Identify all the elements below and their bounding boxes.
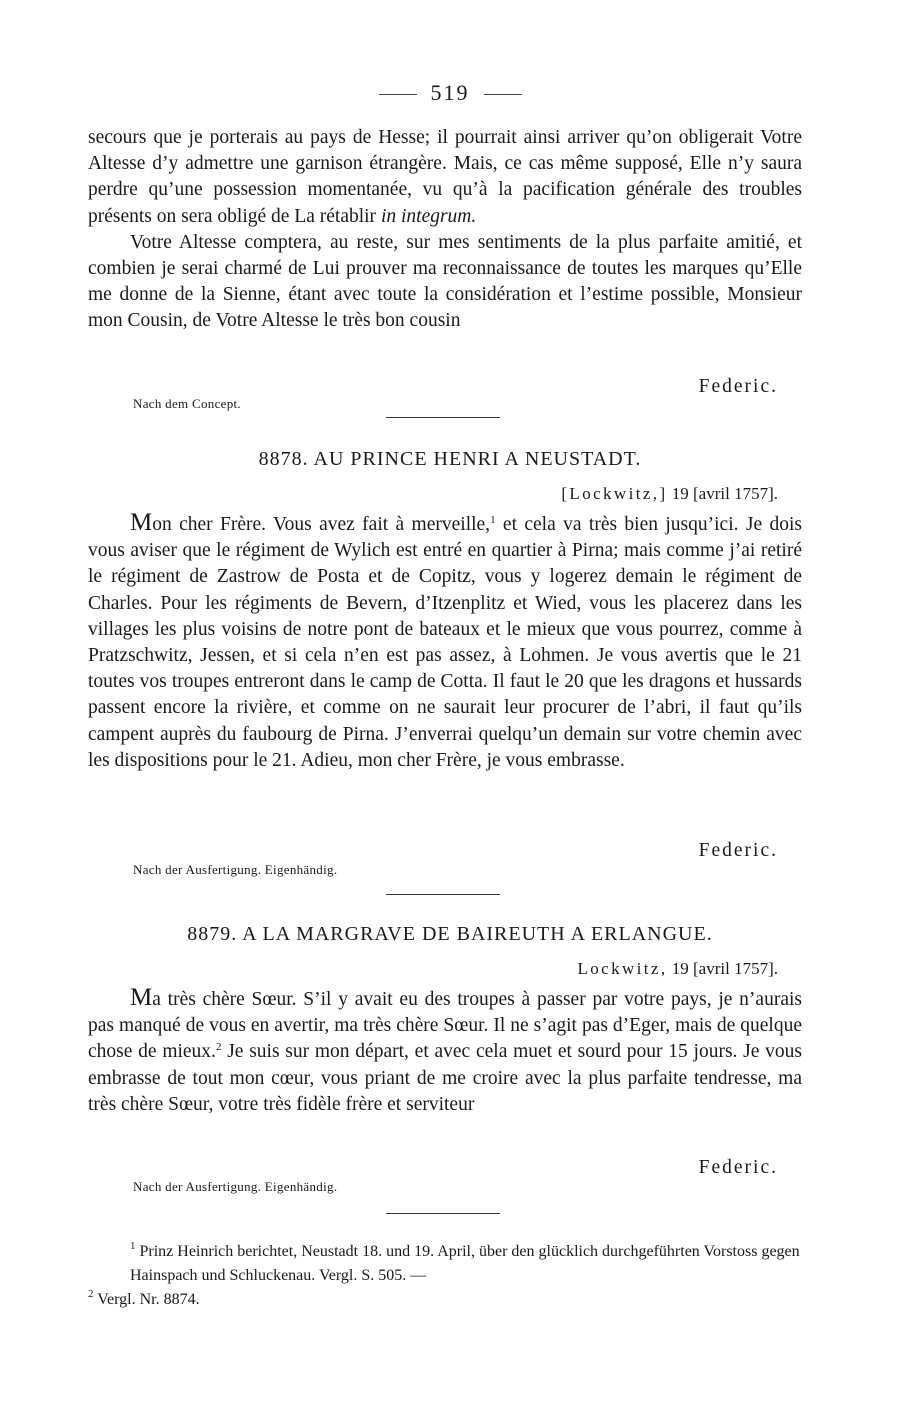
date-place: [Lockwitz,] [561, 484, 668, 503]
signature-8878: Federic. [698, 840, 778, 861]
separator-rule-1 [386, 417, 500, 418]
footnotes [88, 1240, 802, 1312]
date-text: 19 [avril 1757]. [671, 484, 778, 503]
letter-8878-body [88, 510, 802, 774]
letter-8879-body [88, 985, 802, 1118]
footnote-text: Prinz Heinrich berichtet, Neustadt 18. und 19. April, über den glücklich durchgeführten Vorstoss gegen Hainspach und Schluckenau. Vergl. S. 505. — [130, 1243, 800, 1284]
footnote-ref: 2 [215, 1041, 222, 1054]
paragraph-closing: Votre Altesse comptera, au reste, sur mes sentiments de la plus parfaite amitié, et combien je serai charmé de Lui prouver ma reconnaissance de toutes les marques qu’Elle me donne de la Sienne, étant avec toute la considération et l’estime possible, Monsieur mon Cousin, de Votre Altesse le très bon cousin [88, 231, 802, 332]
source-note-8879: Nach der Ausfertigung. Eigenhändig. [133, 1179, 338, 1194]
letter-text: Je suis sur mon départ, et avec cela muet et sourd pour 15 jours. Je vous embrasse de tout mon cœur, vous priant de me croire avec la plus parfaite tendresse, ma très chère Sœur, votre très fidèle frère et serviteur [88, 1041, 803, 1115]
footnote-ref: 1 [490, 514, 496, 526]
page-number: 519 [430, 80, 470, 105]
source-note-8878: Nach der Ausfertigung. Eigenhändig. [133, 862, 338, 877]
letter-text: on cher Frère. Vous avez fait à merveille, [152, 514, 491, 535]
letter-text: a très chère Sœur. S’il y avait eu des troupes à passer par votre pays, je n’aurais pas manqué de vous en avertir, ma très chère Sœur. Il ne s’agit pas d’Eger, mais de quelque chose de mieux. [88, 989, 802, 1063]
header-rule-right [484, 94, 522, 95]
letter-8878-paragraph [88, 510, 802, 774]
initial-letter: M [130, 509, 153, 536]
source-note-1: Nach dem Concept. [133, 396, 241, 411]
letter-continuation [88, 125, 802, 335]
letter-8878-title: 8878. AU PRINCE HENRI A NEUSTADT. [258, 448, 642, 470]
initial-letter: M [130, 984, 153, 1011]
paragraph-continuation [88, 125, 802, 230]
footnote-text: Vergl. Nr. 8874. [97, 1291, 200, 1308]
letter-text: et cela va très bien jusqu’ici. Je dois vous aviser que le régiment de Wylich est entré en quartier à Pirna; mais comme j’ai retiré le régiment de Zastrow de Posta et de Copitz, vous y logerez demain le régiment de Charles. Pour les régiments de Bevern, d’Itzenplitz et Wied, vous les placerez dans les villages les plus voisins de notre pont de bateaux et le mieux que vous pourrez, comme à Pratzschwitz, Jessen, et si cela n’en est pas assez, à Lohmen. Je vous avertis que le 21 toutes vos troupes entreront dans le camp de Cotta. Il faut le 20 que les dragons et hussards passent encore la rivière, et comme on ne saurait leur procurer de l’abri, il faut qu’ils campent auprès du faubourg de Pirna. J’enverrai quelqu’un demain sur votre chemin avec les dispositions pour le 21. Adieu, mon cher Frère, je vous embrasse. [88, 514, 802, 771]
header-rule-left [379, 94, 417, 95]
italic-phrase: in integrum. [380, 205, 477, 227]
letter-8879-paragraph [88, 985, 802, 1118]
letter-8879-date [577, 959, 778, 979]
date-place: Lockwitz, [577, 959, 668, 978]
footnote-mark: 1 [130, 1240, 136, 1252]
paragraph-text: secours que je porterais au pays de Hesse; il pourrait ainsi arriver qu’on obligerait Votre Altesse d’y admettre une garnison étrangère. Mais, ce cas même supposé, Elle n’y saura perdre qu’une possession momentanée, vu qu’à la pacification générale des troubles présents on sera obligé de La rétablir [88, 127, 802, 227]
letter-8878-date [561, 484, 778, 504]
signature-1: Federic. [698, 376, 778, 397]
footnote-1 [88, 1240, 802, 1288]
separator-rule-3 [386, 1213, 500, 1214]
separator-rule-2 [386, 894, 500, 895]
footnote-2 [88, 1288, 802, 1312]
letter-8879-title: 8879. A LA MARGRAVE DE BAIREUTH A ERLANGUE. [187, 923, 713, 945]
footnote-mark: 2 [88, 1288, 94, 1300]
signature-8879: Federic. [698, 1157, 778, 1178]
page-header [0, 80, 900, 106]
date-text: 19 [avril 1757]. [671, 959, 778, 978]
